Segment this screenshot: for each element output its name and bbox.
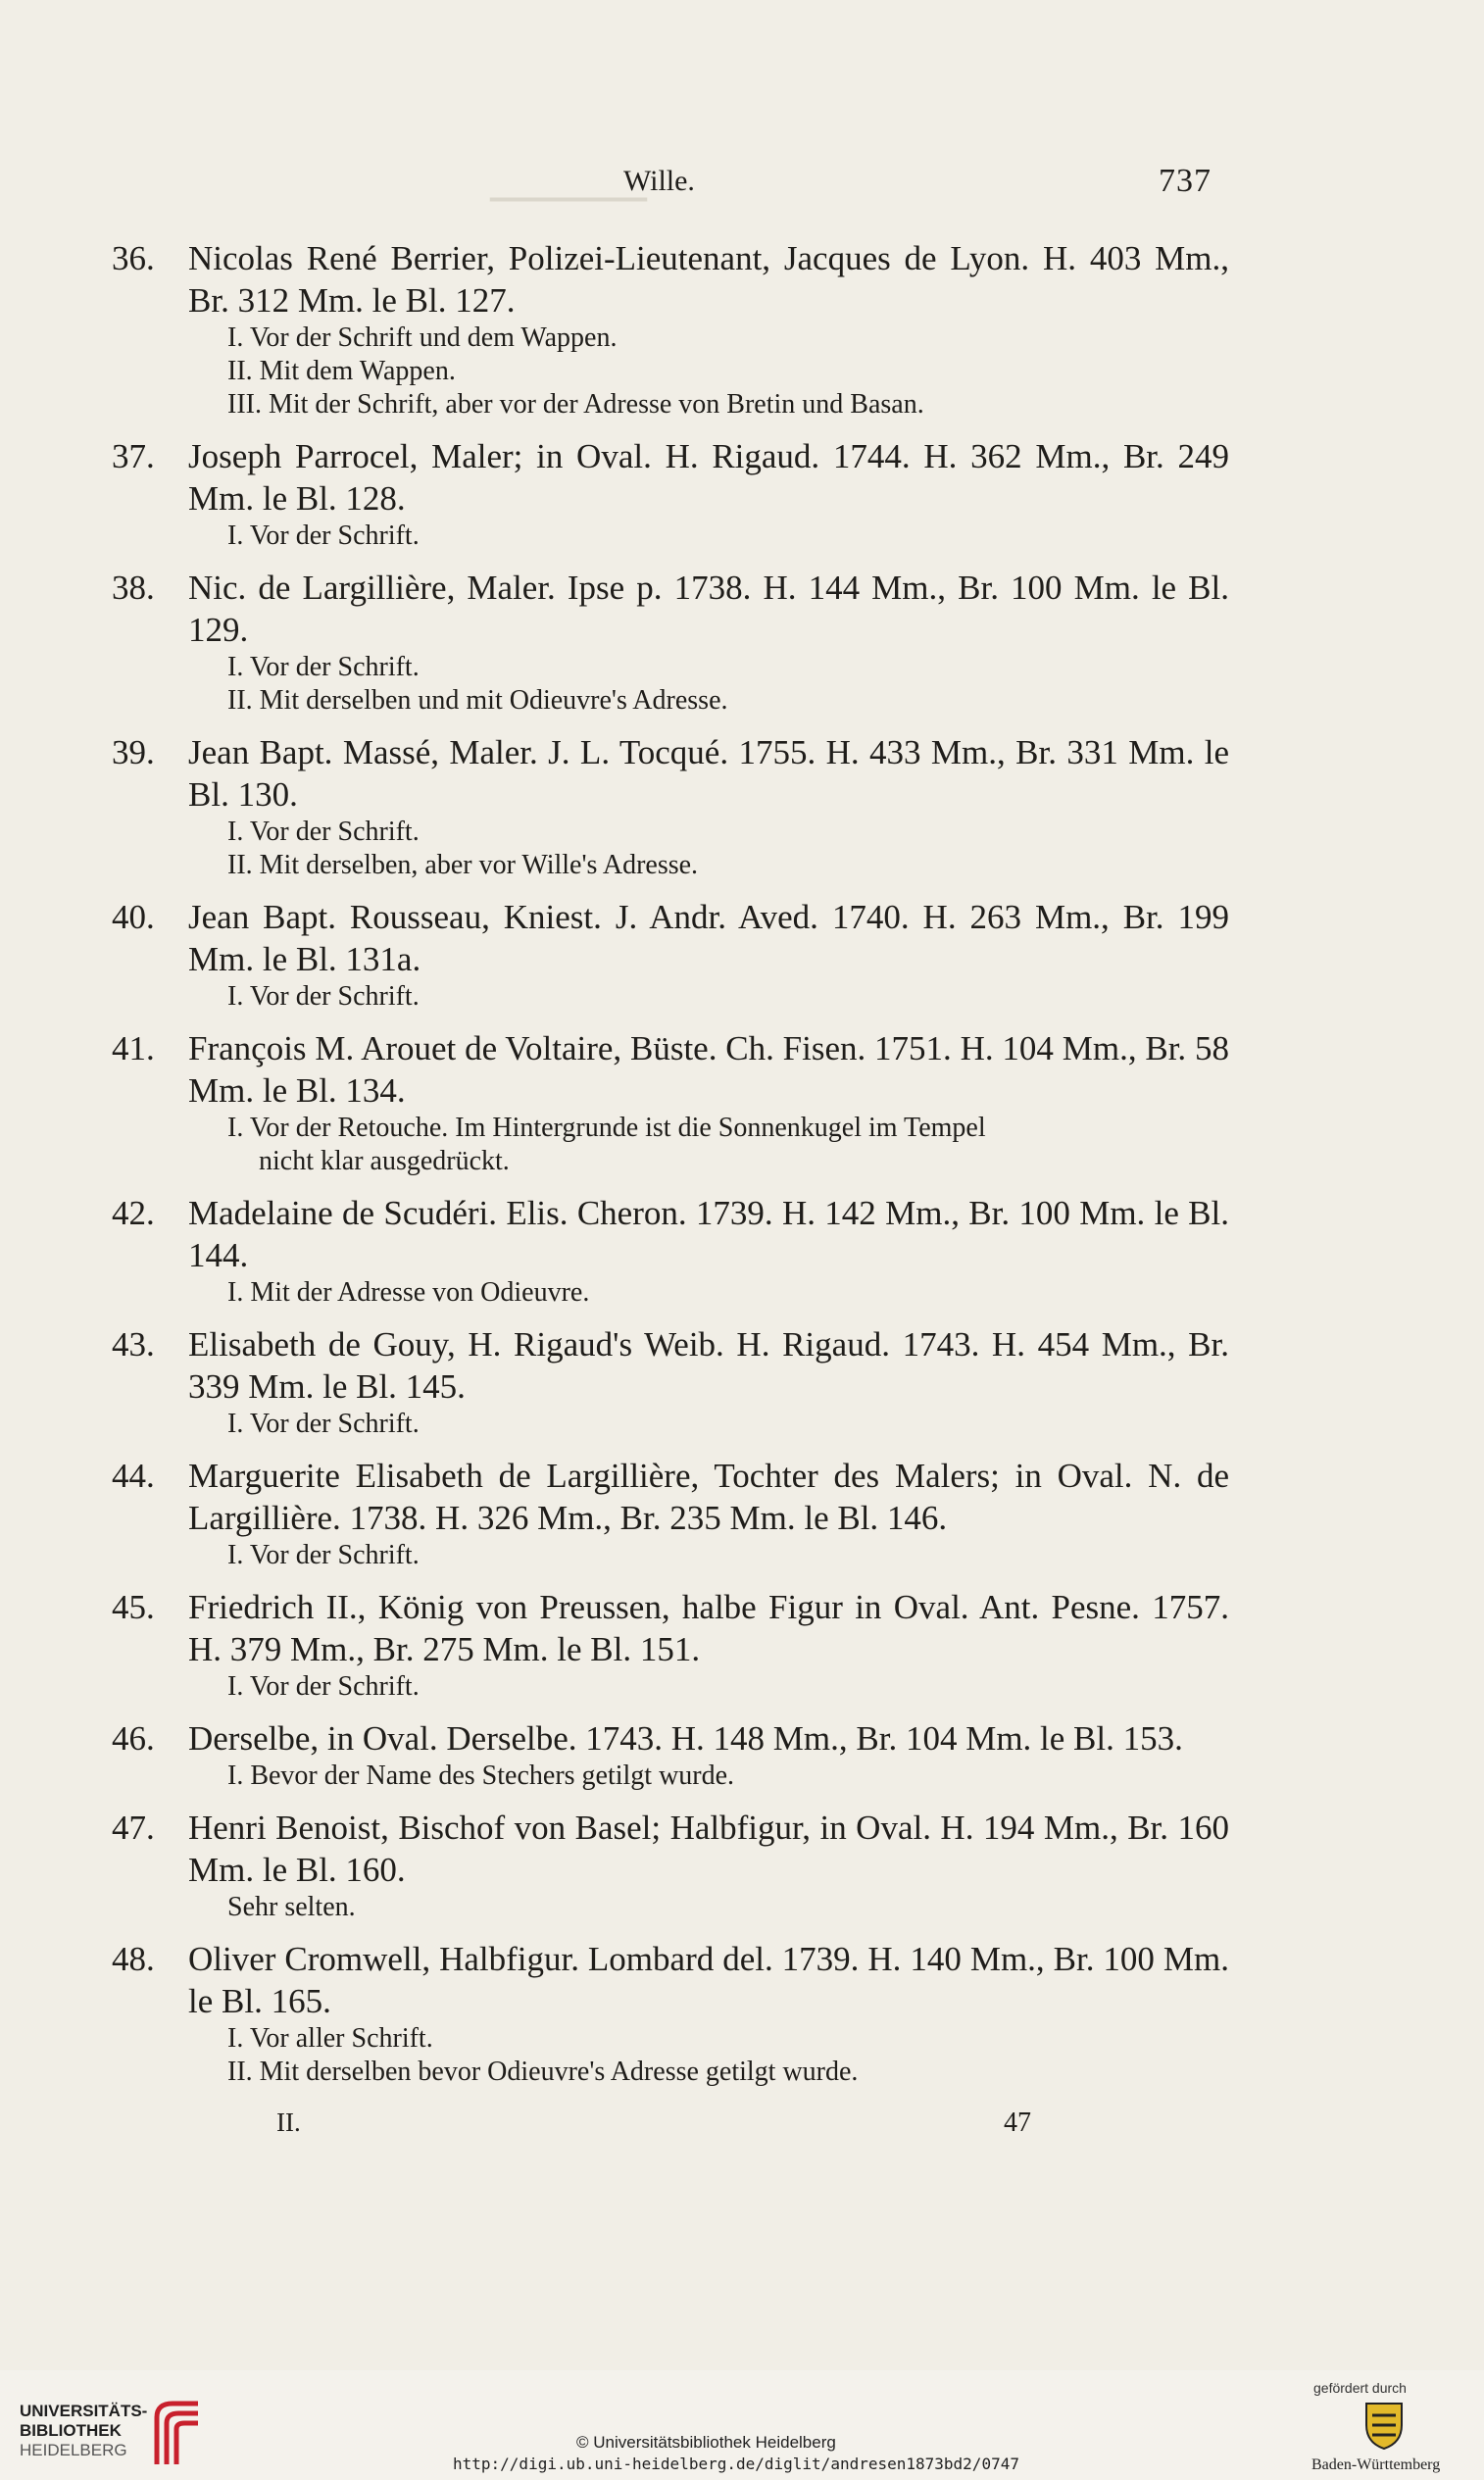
library-name-line3: HEIDELBERG [20,2441,127,2459]
catalogue-entry [112,1717,1229,1793]
entry-main-text [112,1717,1229,1760]
catalogue-entry [112,567,1229,718]
entry-number: 46. [112,1719,155,1758]
state-note: I. Vor der Schrift. [227,1409,420,1439]
entry-number: 40. [112,898,155,936]
catalogue-entry [112,237,1229,422]
entry-description: Jean Bapt. Rousseau, Kniest. J. Andr. Aved. 1740. H. 263 Mm., Br. 199 Mm. le Bl. 131a. [188,898,1229,978]
catalogue-entry [112,1938,1229,2089]
signature-mark: II. [276,2108,301,2137]
state-note: I. Vor aller Schrift. [227,2023,433,2054]
show-through: ▁▁▁▁▁▁▁▁ [490,173,647,201]
state-note: Sehr selten. [227,1892,356,1922]
entry-number: 39. [112,733,155,771]
entry-description: Nic. de Largillière, Maler. Ipse p. 1738. H. 144 Mm., Br. 100 Mm. le Bl. 129. [188,569,1229,649]
entry-number: 47. [112,1809,155,1847]
entry-main-text [112,567,1229,651]
entry-main-text [112,1807,1229,1891]
entry-number: 41. [112,1029,155,1067]
entry-number: 42. [112,1194,155,1232]
entry-description: Madelaine de Scudéri. Elis. Cheron. 1739. H. 142 Mm., Br. 100 Mm. le Bl. 144. [188,1194,1229,1274]
entry-main-text [112,1323,1229,1408]
sheet-number: 47 [1004,2108,1031,2138]
entry-description: Friedrich II., König von Preussen, halbe Figur in Oval. Ant. Pesne. 1757. H. 379 Mm., Br. 275 Mm. le Bl. 151. [188,1588,1229,1668]
copyright-notice: © Universitätsbibliothek Heidelberg [576,2433,836,2452]
state-note: I. Bevor der Name des Stechers getilgt wurde. [227,1761,735,1791]
state-note: I. Vor der Schrift. [227,1671,420,1702]
catalogue-entry [112,1323,1229,1441]
state-note: I. Vor der Schrift. [227,652,420,682]
catalogue-entry [112,435,1229,553]
library-logo-text[interactable] [20,2402,147,2460]
state-note: III. Mit der Schrift, aber vor der Adresse von Bretin und Basan. [227,389,924,420]
entry-description: Henri Benoist, Bischof von Basel; Halbfigur, in Oval. H. 194 Mm., Br. 160 Mm. le Bl. 160. [188,1809,1229,1889]
library-name-line2: BIBLIOTHEK [20,2421,122,2440]
state-note: I. Vor der Schrift und dem Wappen. [227,322,618,353]
funded-by-label: gefördert durch [1313,2380,1407,2396]
catalogue-entry [112,1807,1229,1924]
entry-description: Marguerite Elisabeth de Largillière, Tochter des Malers; in Oval. N. de Largillière. 1738. H. 326 Mm., Br. 235 Mm. le Bl. 146. [188,1457,1229,1537]
entry-description: Jean Bapt. Massé, Maler. J. L. Tocqué. 1755. H. 433 Mm., Br. 331 Mm. le Bl. 130. [188,733,1229,814]
entry-description: Oliver Cromwell, Halbfigur. Lombard del. 1739. H. 140 Mm., Br. 100 Mm. le Bl. 165. [188,1940,1229,2020]
entry-number: 44. [112,1457,155,1495]
catalogue-entry [112,896,1229,1014]
catalogue-entry [112,1192,1229,1310]
entry-number: 38. [112,569,155,607]
entry-description: Nicolas René Berrier, Polizei-Lieutenant, Jacques de Lyon. H. 403 Mm., Br. 312 Mm. le Bl. 127. [188,239,1229,320]
state-note: nicht klar ausgedrückt. [259,1146,510,1176]
entry-main-text [112,1455,1229,1539]
entry-main-text [112,731,1229,816]
running-head: Wille. [623,165,695,197]
entry-number: 45. [112,1588,155,1626]
entry-main-text [112,1586,1229,1670]
state-note: I. Vor der Schrift. [227,1540,420,1570]
state-note: I. Vor der Schrift. [227,521,420,551]
entry-main-text [112,1938,1229,2022]
entry-number: 37. [112,437,155,475]
state-note: I. Vor der Retouche. Im Hintergrunde ist die Sonnenkugel im Tempel [227,1113,986,1143]
state-note: I. Mit der Adresse von Odieuvre. [227,1277,590,1308]
entry-main-text [112,1027,1229,1112]
entry-description: Joseph Parrocel, Maler; in Oval. H. Rigaud. 1744. H. 362 Mm., Br. 249 Mm. le Bl. 128. [188,437,1229,518]
page-number: 737 [1159,163,1212,199]
entry-main-text [112,435,1229,520]
catalogue-entry [112,1027,1229,1178]
entry-description: François M. Arouet de Voltaire, Büste. Ch. Fisen. 1751. H. 104 Mm., Br. 58 Mm. le Bl. 134. [188,1029,1229,1110]
entry-number: 48. [112,1940,155,1978]
state-note: II. Mit derselben, aber vor Wille's Adresse. [227,850,699,880]
entry-description: Derselbe, in Oval. Derselbe. 1743. H. 148 Mm., Br. 104 Mm. le Bl. 153. [188,1719,1183,1758]
entry-main-text [112,237,1229,322]
library-name-line1: UNIVERSITÄTS- [20,2402,148,2420]
state-note: II. Mit derselben bevor Odieuvre's Adresse getilgt wurde. [227,2057,859,2087]
digitization-footer [0,2370,1484,2480]
coat-of-arms-icon [1362,2400,1406,2451]
catalogue-entry [112,1455,1229,1572]
state-note: II. Mit derselben und mit Odieuvre's Adresse. [227,685,728,716]
catalogue-entry [112,731,1229,882]
catalogue-entries [112,237,1229,2103]
entry-number: 43. [112,1325,155,1364]
state-note: II. Mit dem Wappen. [227,356,456,386]
entry-number: 36. [112,239,155,277]
library-logo-icon[interactable] [147,2396,206,2466]
state-note: I. Vor der Schrift. [227,817,420,847]
entry-main-text [112,1192,1229,1276]
entry-main-text [112,896,1229,980]
permalink-url[interactable]: http://digi.ub.uni-heidelberg.de/diglit/andresen1873bd2/0747 [453,2455,1019,2473]
entry-description: Elisabeth de Gouy, H. Rigaud's Weib. H. Rigaud. 1743. H. 454 Mm., Br. 339 Mm. le Bl. 145. [188,1325,1229,1406]
catalogue-entry [112,1586,1229,1704]
state-note: I. Vor der Schrift. [227,981,420,1012]
funder-name: Baden-Württemberg [1311,2456,1441,2473]
